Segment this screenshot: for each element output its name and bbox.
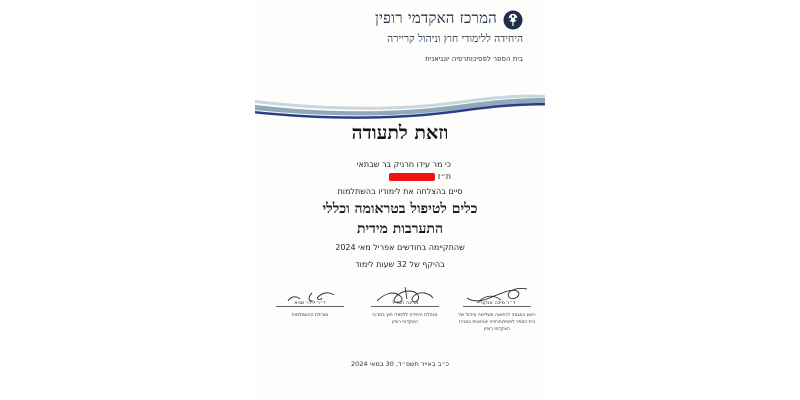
school-name: בית הספר לפסיכותרפיה יונגיאנית (425, 55, 523, 63)
course-line-1: כלים לטיפול בטראומה וכללי (322, 201, 478, 217)
header-wave-decoration (255, 86, 545, 126)
org-name: המרכז האקדמי רופין (374, 9, 497, 27)
course-name (265, 199, 535, 239)
signature-role: מנהלת היחידה ללימודי חוץ במרכז האקדמי רופין (372, 313, 438, 325)
recipient-line: כי מר עידו חרניק בר שבתאי (356, 160, 451, 169)
signature-block-unit-manager (365, 285, 445, 345)
ruppin-tree-emblem-icon (503, 10, 523, 30)
signature-name: מרינה הבדיר (391, 300, 419, 306)
course-line-2: התערבות מידית (356, 221, 444, 237)
signature-role: ראש המגמה לרפואה משלימה וניהול של בית הספר לפסיכותרפיה יונגיאנית במרכז האקדמי רופין (458, 313, 536, 332)
certificate-title: וזאת לתעודה (351, 122, 449, 144)
unit-name: היחידה ללימודי חוץ וניהול קריירה (387, 33, 523, 45)
completed-line: סיים בהצלחה את לימודיו בהשתלמות (337, 187, 463, 196)
signature-line (463, 306, 531, 307)
signature-line (371, 306, 439, 307)
signature-name: ד״ר מיכה אנקורי (478, 300, 516, 306)
hours-line: בהיקף של 32 שעות לימוד (355, 260, 445, 269)
issue-date: כ״ב באייר תשפ״ד, 30 במאי 2024 (351, 360, 449, 368)
certificate-page (255, 0, 545, 400)
signature-block-course-lead (270, 285, 350, 345)
id-line (389, 172, 451, 181)
signature-block-director (457, 285, 537, 345)
redaction-mark (389, 173, 435, 181)
signature-line (276, 306, 344, 307)
dates-line: שהתקיימה בחודשים אפריל מאי 2024 (335, 243, 465, 252)
id-label: ת״ז (437, 172, 451, 181)
signature-name: ד״ר לידר שגיא (294, 300, 326, 306)
signature-role: מובילת ההשתלמות (291, 313, 329, 318)
